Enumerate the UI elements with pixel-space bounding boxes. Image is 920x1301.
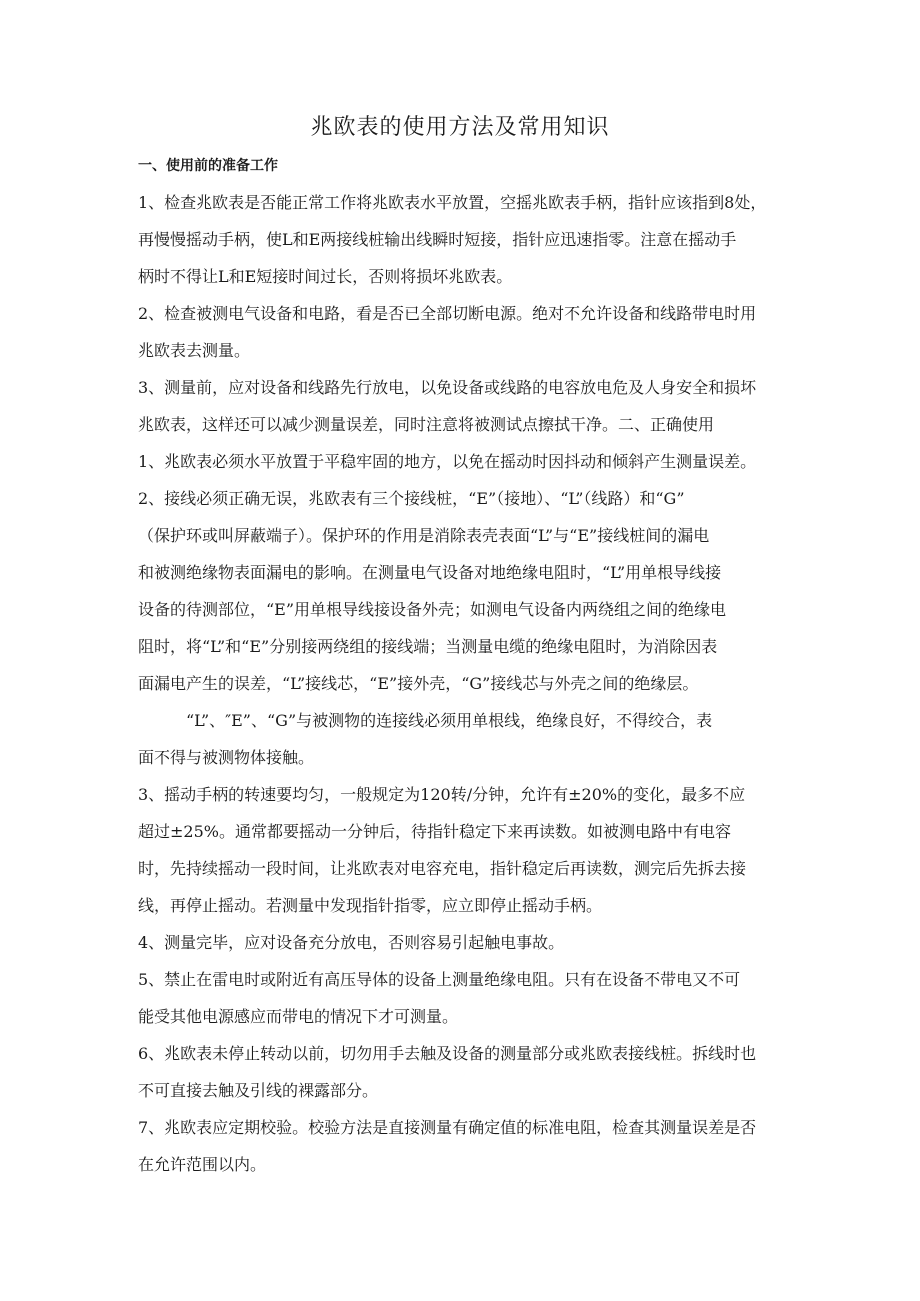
paragraph-line: 5、禁止在雷电时或附近有高压导体的设备上测量绝缘电阻。只有在设备不带电又不可 — [138, 970, 741, 989]
paragraph-line: 2、检查被测电气设备和电路，看是否已全部切断电源。绝对不允许设备和线路带电时用 — [138, 304, 757, 323]
paragraph-line: 再慢慢摇动手柄，使L和E两接线桩输出线瞬时短接，指针应迅速指零。注意在摇动手 — [138, 230, 737, 249]
paragraph-line: 在允许范围以内。 — [138, 1155, 267, 1174]
paragraph-line: 时，先持续摇动一段时间，让兆欧表对电容充电，指针稳定后再读数，测完后先拆去接 — [138, 859, 747, 878]
document-title: 兆欧表的使用方法及常用知识 — [310, 115, 610, 140]
paragraph-line: 1、兆欧表必须水平放置于平稳牢固的地方，以免在摇动时因抖动和倾斜产生测量误差。 — [138, 452, 757, 471]
paragraph-line: 和被测绝缘物表面漏电的影响。在测量电气设备对地绝缘电阻时，“L”用单根导线接 — [138, 563, 722, 582]
paragraph-line: 超过±25%。通常都要摇动一分钟后，待指针稳定下来再读数。如被测电路中有电容 — [138, 822, 731, 841]
paragraph-line: 柄时不得让L和E短接时间过长，否则将损坏兆欧表。 — [138, 267, 513, 286]
paragraph-line: 6、兆欧表未停止转动以前，切勿用手去触及设备的测量部分或兆欧表接线桩。拆线时也 — [138, 1044, 757, 1063]
paragraph-line: 2、接线必须正确无误，兆欧表有三个接线桩，“E”（接地）、“L”（线路）和“G” — [138, 489, 685, 508]
paragraph-line: 3、测量前，应对设备和线路先行放电，以免设备或线路的电容放电危及人身安全和损坏 — [138, 378, 757, 397]
paragraph-line: 阻时，将“L”和“E”分别接两绕组的接线端；当测量电缆的绝缘电阻时，为消除因表 — [138, 637, 718, 656]
paragraph-line: 能受其他电源感应而带电的情况下才可测量。 — [138, 1007, 459, 1026]
paragraph-line: （保护环或叫屏蔽端子）。保护环的作用是消除表壳表面“L”与“E”接线桩间的漏电 — [138, 526, 710, 545]
paragraph-line: 设备的待测部位，“E”用单根导线接设备外壳；如测电气设备内两绕组之间的绝缘电 — [138, 600, 727, 619]
paragraph-line-indented: “L”、″E”、“G”与被测物的连接线必须用单根线，绝缘良好，不得绞合，表 — [186, 711, 713, 730]
paragraph-line: 兆欧表去测量。 — [138, 341, 251, 360]
paragraph-line: 3、摇动手柄的转速要均匀，一般规定为120转/分钟，允许有±20%的变化，最多不应 — [138, 785, 746, 804]
paragraph-line: 兆欧表，这样还可以减少测量误差，同时注意将被测试点擦拭干净。二、正确使用 — [138, 415, 715, 434]
paragraph-line: 不可直接去触及引线的裸露部分。 — [138, 1081, 379, 1100]
paragraph-line: 面不得与被测物体接触。 — [138, 748, 315, 767]
section-heading-preparation: 一、使用前的准备工作 — [138, 158, 278, 174]
paragraph-line: 7、兆欧表应定期校验。校验方法是直接测量有确定值的标准电阻，检查其测量误差是否 — [138, 1118, 757, 1137]
paragraph-line: 1、检查兆欧表是否能正常工作将兆欧表水平放置，空摇兆欧表手柄，指针应该指到8处， — [138, 193, 767, 212]
paragraph-line: 4、测量完毕，应对设备充分放电，否则容易引起触电事故。 — [138, 933, 565, 952]
paragraph-line: 线，再停止摇动。若测量中发现指针指零，应立即停止摇动手柄。 — [138, 896, 603, 915]
paragraph-line: 面漏电产生的误差，“L”接线芯，“E”接外壳，“G”接线芯与外壳之间的绝缘层。 — [138, 674, 699, 693]
